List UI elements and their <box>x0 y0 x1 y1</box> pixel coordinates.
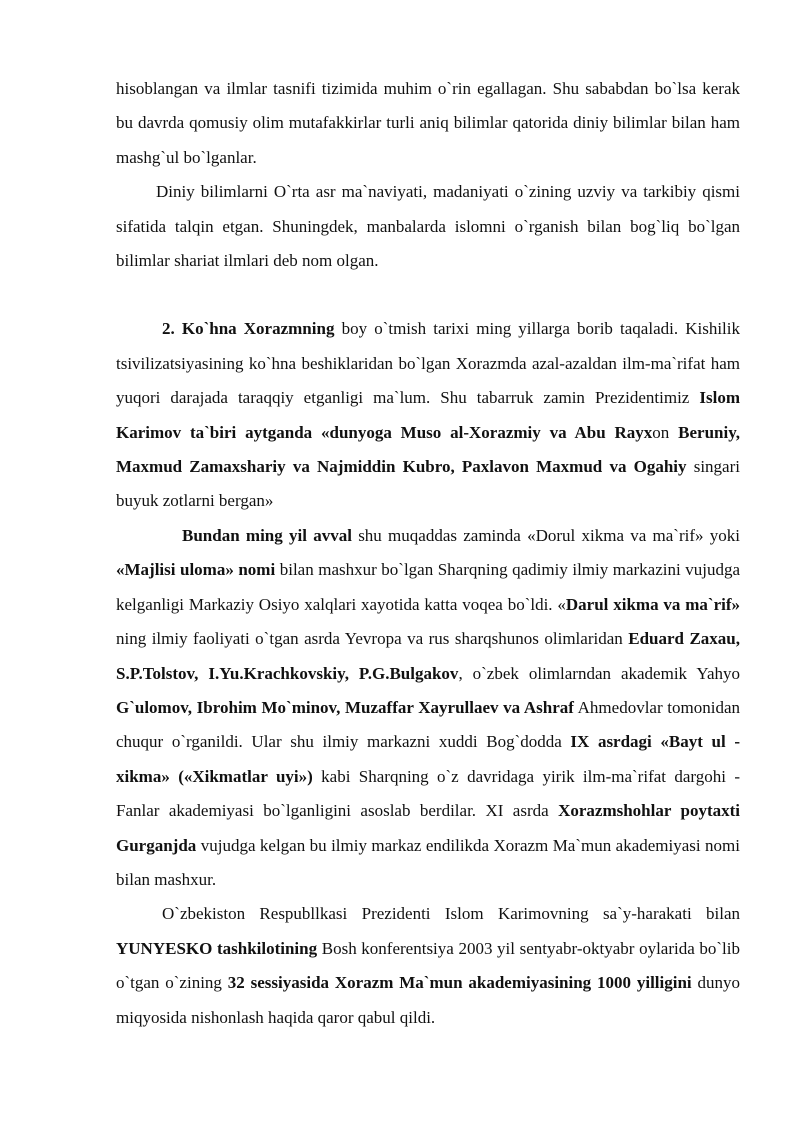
text-run: ning ilmiy faoliyati o`tgan asrda Yevropa va rus sharqshunos olimlaridan <box>116 629 629 649</box>
paragraph-unesco-decision <box>116 897 740 1035</box>
paragraph-religious-knowledge <box>116 175 740 278</box>
bold-text-run: Bundan ming yil avval <box>182 525 352 545</box>
text-run: Diniy bilimlarni O`rta asr ma`naviyati, madaniyati o`zining uzviy va tarkibiy qismi sifatida talqin etgan. Shuningdek, manbalarda islomni o`rganish bilan bog`liq bo`lgan bilimlar shariat ilmlari deb nom olgan. <box>116 182 740 271</box>
text-run: kabi Sharqning o`z davridaga yirik ilm-ma`rifat dargohi - Fanlar akademiyasi bo`lganligini asoslab berdilar. XI asrda <box>116 766 740 821</box>
text-run: Bosh konferentsiya 2003 yil sentyabr-oktyabr oylarida bo`lib o`tgan o`zining <box>116 938 740 993</box>
paragraph-mamun-academy <box>116 519 740 897</box>
text-run: bilan mashxur bo`lgan Sharqning qadimiy ilmiy markazini vujudga kelganligi Markaziy Osiyo xalqlari xayotida katta voqea bo`ldi. « <box>116 560 740 614</box>
bold-text-run: Eduard Zaxau, S.P.Tolstov, I.Yu.Krachkovskiy, P.G.Bulgakov <box>116 629 740 683</box>
bold-text-run: «Majlisi uloma» nomi <box>116 560 276 580</box>
text-run: Ahmedovlar tomonidan chuqur o`rganildi. Ular shu ilmiy markazni xuddi Bog`dodda <box>116 697 740 752</box>
text-run: dunyo miqyosida nishonlash haqida qaror qabul qildi. <box>116 973 740 1027</box>
text-run: O`zbekiston Respubllkasi Prezidenti Islom Karimovning sa`y-harakati bilan <box>162 904 740 924</box>
bold-text-run: Islom Karimov ta`biri aytganda «dunyoga Muso al-Xorazmiy va Abu Rayx <box>116 388 740 442</box>
text-run: boy o`tmish tarixi ming yillarga borib taqaladi. Kishilik tsivilizatsiyasining ko`hna beshiklaridan bo`lgan Xorazmda azal-azaldan ilm-ma`rifat ham yuqori darajada taraqqiy etganligi ma`lum. Shu tabarruk zamin Prezidentimiz <box>116 319 740 408</box>
text-run: hisoblangan va ilmlar tasnifi tizimida muhim o`rin egallagan. Shu sababdan bo`lsa kerak bu davrda qomusiy olim mutafakkirlar turli aniq bilimlar qatorida diniy bilimlar bilan ham mashg`ul bo`lganlar. <box>116 79 740 167</box>
paragraph-spacer <box>116 278 740 312</box>
text-run: vujudga kelgan bu ilmiy markaz endilikda Xorazm Ma`mun akademiyasi nomi bilan mashxur. <box>116 835 740 889</box>
paragraph-ancient-khorezm <box>116 312 740 518</box>
bold-text-run: Xorazmshohlar poytaxti Gurganjda <box>116 801 740 855</box>
bold-text-run: IX asrdagi «Bayt ul - xikma» («Xikmatlar uyi») <box>116 732 740 786</box>
paragraph-intro-continuation <box>116 72 740 175</box>
bold-text-run: G`ulomov, Ibrohim Mo`minov, Muzaffar Xayrullaev va Ashraf <box>116 697 574 717</box>
bold-text-run: 2. Ko`hna Xorazmning <box>162 319 335 339</box>
bold-text-run: 32 sessiyasida Xorazm Ma`mun akademiyasining 1000 yilligini <box>227 973 692 993</box>
bold-text-run: Beruniy, Maxmud Zamaxshariy va Najmiddin Kubro, Paxlavon Maxmud va Ogahiy <box>116 422 741 477</box>
bold-text-run: Darul xikma va ma`rif» <box>565 594 740 614</box>
bold-text-run: YUNYESKO tashkilotining <box>116 938 318 958</box>
text-run: shu muqaddas zaminda «Dorul xikma va ma`rif» yoki <box>351 525 740 545</box>
text-run: singari buyuk zotlarni bergan» <box>116 457 740 511</box>
text-run: on <box>652 422 679 442</box>
text-run: , o`zbek olimlarndan akademik Yahyo <box>458 663 740 683</box>
